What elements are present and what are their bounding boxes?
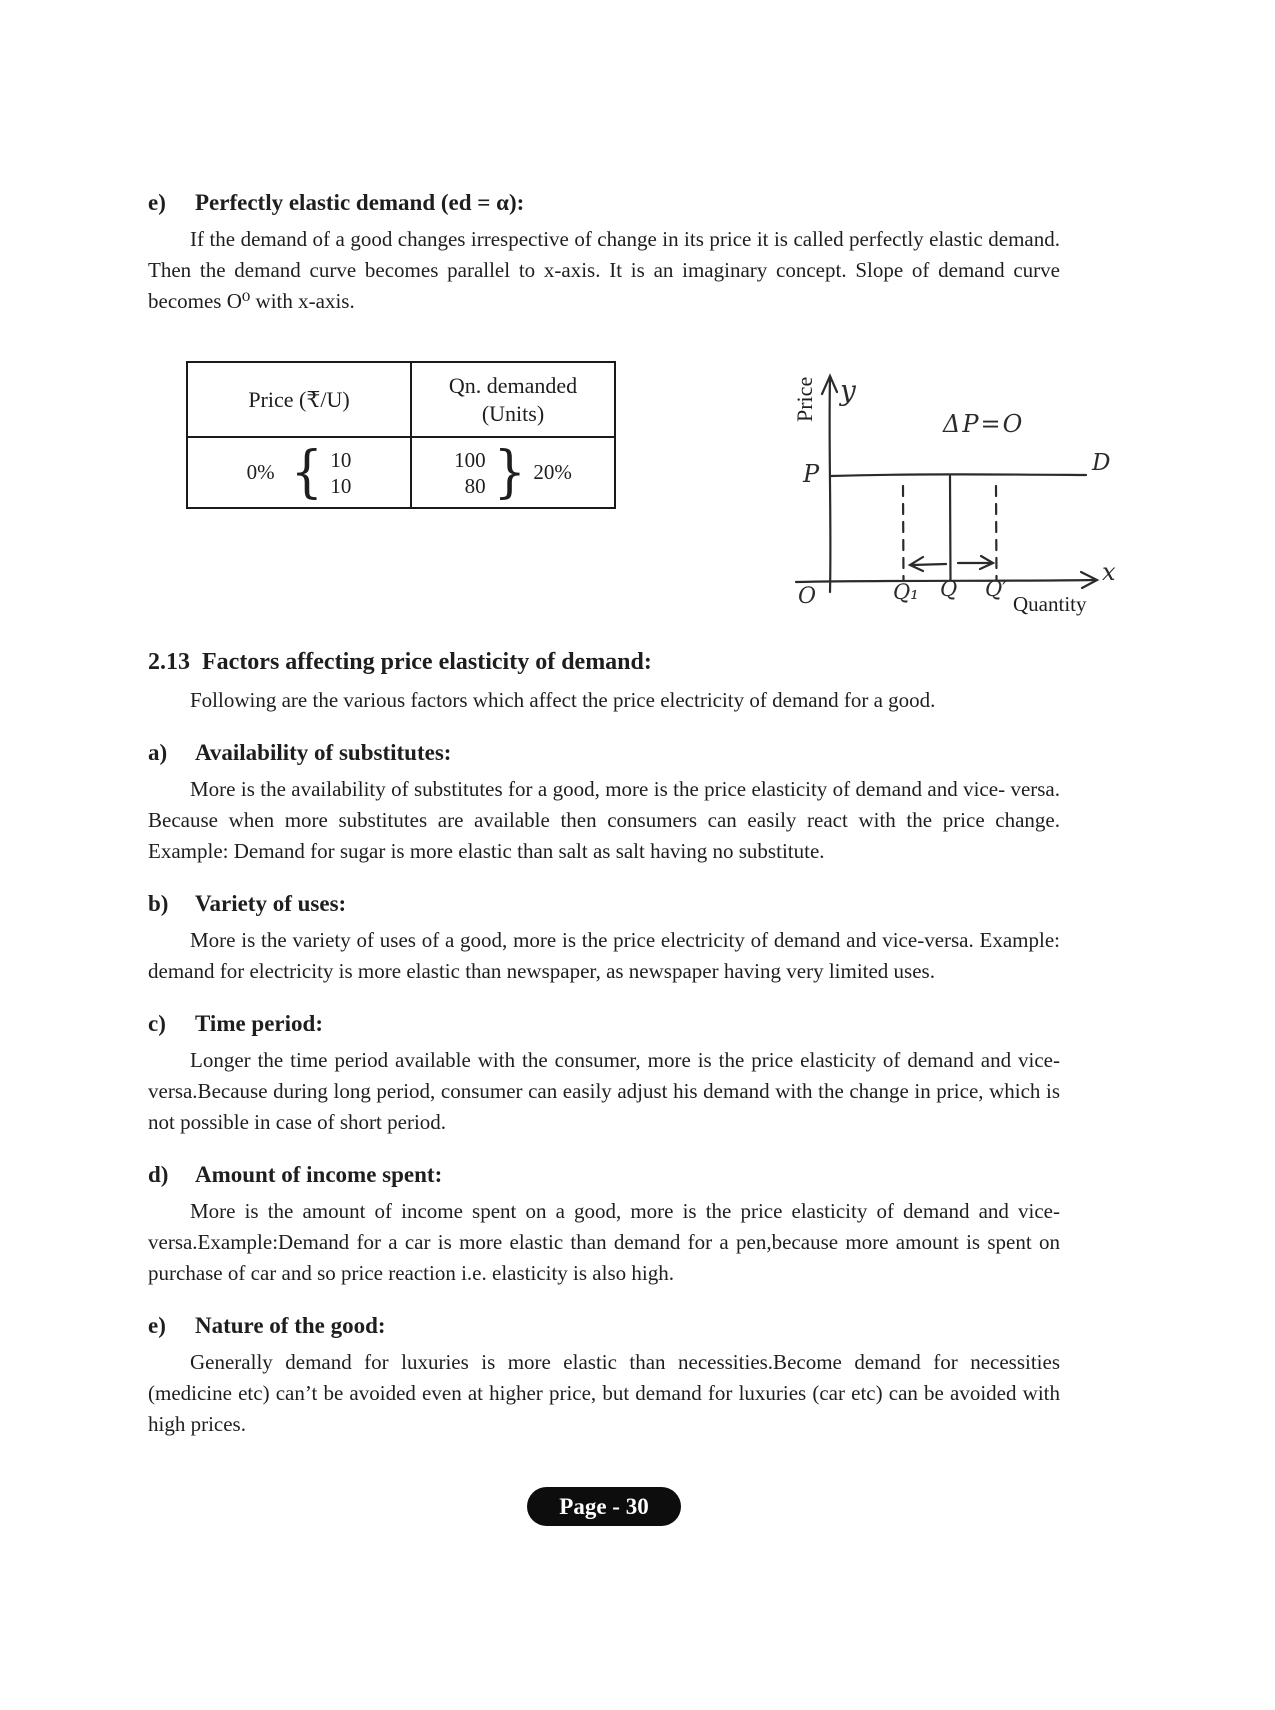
factor-marker: b) <box>148 891 169 916</box>
factor-title: Time period: <box>195 1011 323 1036</box>
quantity-cell <box>412 438 614 507</box>
section-title: Factors affecting price elasticity of demand: <box>202 649 652 675</box>
factor-b-heading <box>148 891 1060 917</box>
left-brace: { <box>290 439 323 505</box>
elasticity-table <box>186 361 616 509</box>
factor-c-heading <box>148 1011 1060 1037</box>
factor-e-paragraph: Generally demand for luxuries is more elastic than necessities.Become demand for necessities (medicine etc) can’t be avoided even at higher price, but demand for luxuries (car etc) can be avoided with high prices. <box>148 1350 1060 1436</box>
factor-title: Amount of income spent: <box>195 1162 443 1187</box>
factor-title: Availability of substitutes: <box>195 740 452 765</box>
y-letter-label: y <box>840 374 856 407</box>
factor-e-heading <box>148 1313 1060 1339</box>
dashed-guide-q1 <box>903 486 904 580</box>
section-marker: e) <box>148 190 166 215</box>
section-number: 2.13 <box>148 649 190 675</box>
x-axis-title: Quantity <box>1013 592 1087 616</box>
factor-c-paragraph: Longer the time period available with the consumer, more is the price elasticity of demand and vice-versa.Because during long period, consumer can easily adjust his demand with the change in price, which is not possible in case of short period. <box>148 1048 1060 1134</box>
y-axis <box>830 378 831 592</box>
x-letter-label: x <box>1102 558 1116 586</box>
delta-p-annotation: ΔP=O <box>943 410 1025 438</box>
dashed-guide-qprime <box>996 486 997 580</box>
table-header-price: Price (₹/U) <box>248 386 350 412</box>
demand-line <box>830 474 1086 476</box>
q-prime-label: Q′ <box>985 577 1007 601</box>
quantity-change-percent: 20% <box>533 460 572 484</box>
y-axis-title: Price <box>792 376 817 422</box>
factor-marker: d) <box>148 1162 169 1187</box>
section-title: Perfectly elastic demand (ed = α): <box>195 190 525 215</box>
left-shift-arrow <box>912 564 946 565</box>
factor-marker: a) <box>148 740 168 765</box>
section-heading-2-13 <box>148 647 1060 677</box>
origin-label: O <box>798 584 817 609</box>
page-number-badge <box>527 1487 681 1526</box>
table-header-quantity: Qn. demanded (Units) <box>448 372 578 426</box>
factor-b <box>148 891 1060 987</box>
page-number-label: Page - 30 <box>559 1493 649 1519</box>
factor-d <box>148 1162 1060 1289</box>
quantity-values: 100 80 <box>454 447 486 498</box>
demand-diagram <box>780 358 1152 630</box>
factor-title: Nature of the good: <box>195 1313 386 1338</box>
table-data-row <box>187 437 615 508</box>
solid-guide-q <box>950 476 951 580</box>
price-cell <box>188 438 410 507</box>
factor-marker: e) <box>148 1313 166 1338</box>
right-brace: } <box>493 439 526 505</box>
demand-curve-label: D <box>1092 450 1111 476</box>
perfectly-elastic-paragraph: If the demand of a good changes irrespective of change in its price it is called perfectly elastic demand. Then the demand curve becomes parallel to x-axis. It is an imaginary concept. Slope of demand curve becomes O⁰ with x-axis. <box>148 227 1060 313</box>
factor-b-paragraph: More is the variety of uses of a good, more is the price electricity of demand and vice-versa. Example: demand for electricity is more elastic than newspaper, as newspaper having very limited uses. <box>148 928 1060 983</box>
q-label: Q <box>940 577 958 601</box>
factor-e <box>148 1313 1060 1440</box>
price-change-percent: 0% <box>246 460 275 484</box>
price-point-label: P <box>803 460 820 488</box>
factor-d-heading <box>148 1162 1060 1188</box>
factor-d-paragraph: More is the amount of income spent on a good, more is the price elasticity of demand and vice-versa.Example:Demand for a car is more elastic than demand for a pen,because more amount is spent on purchase of car and so price reaction i.e. elasticity is also high. <box>148 1199 1060 1285</box>
factor-a-heading <box>148 740 1060 766</box>
q1-label: Q₁ <box>893 580 919 604</box>
price-values: 10 10 <box>330 447 352 498</box>
factor-title: Variety of uses: <box>195 891 347 916</box>
section-heading-perfectly-elastic <box>148 190 1060 216</box>
factors-intro-paragraph: Following are the various factors which affect the price electricity of demand for a good. <box>190 688 936 712</box>
factor-a-paragraph: More is the availability of substitutes for a good, more is the price elasticity of demand and vice- versa. Because when more substitutes are available then consumers can easily react with the price change. Example: Demand for sugar is more elastic than salt as salt having no substitute. <box>148 777 1060 863</box>
table-header-row <box>187 362 615 437</box>
factor-marker: c) <box>148 1011 166 1036</box>
factor-a <box>148 740 1060 867</box>
factor-c <box>148 1011 1060 1138</box>
